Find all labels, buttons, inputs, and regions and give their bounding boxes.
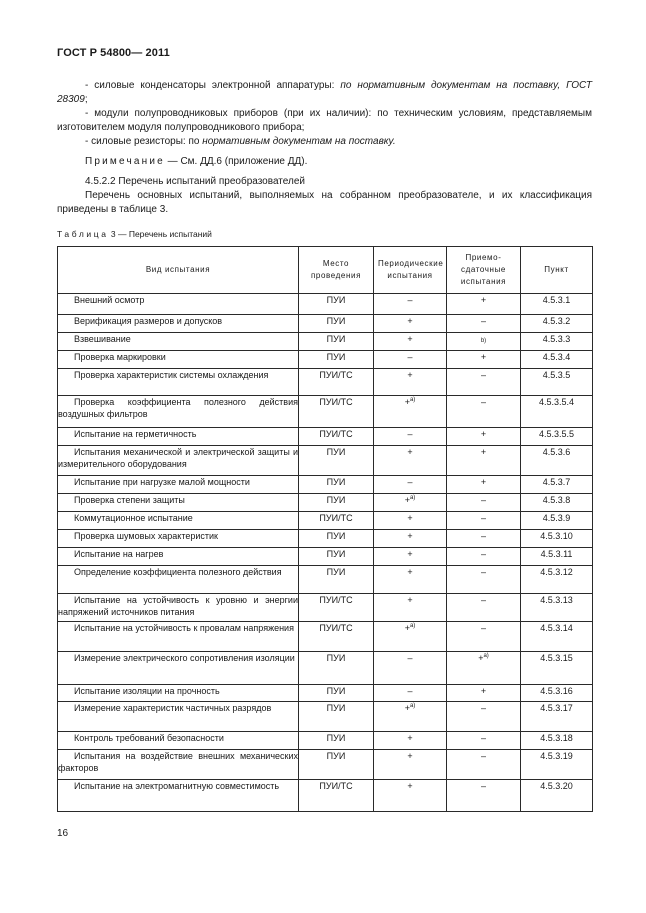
cell-clause: 4.5.3.5.4 bbox=[521, 396, 593, 428]
footnote-mark: a) bbox=[409, 623, 416, 629]
cell-acceptance: – bbox=[447, 594, 521, 622]
cell-periodic: + bbox=[374, 732, 447, 750]
cell-test-name: Испытание при нагрузке малой мощности bbox=[58, 476, 299, 494]
cell-periodic: – bbox=[374, 351, 447, 369]
header-clause: Пункт bbox=[521, 247, 593, 294]
cell-test-name: Взвешивание bbox=[58, 333, 299, 351]
cell-periodic: – bbox=[374, 652, 447, 685]
table-row bbox=[58, 530, 593, 548]
cell-clause: 4.5.3.11 bbox=[521, 548, 593, 566]
cell-place: ПУИ bbox=[299, 351, 374, 369]
cell-place: ПУИ bbox=[299, 566, 374, 594]
header-acceptance: Приемо-сдаточные испытания bbox=[447, 247, 521, 294]
cell-test-name: Внешний осмотр bbox=[58, 294, 299, 315]
cell-clause: 4.5.3.13 bbox=[521, 594, 593, 622]
cell-clause: 4.5.3.17 bbox=[521, 702, 593, 732]
cell-place: ПУИ/ТС bbox=[299, 396, 374, 428]
cell-acceptance: + bbox=[447, 446, 521, 476]
cell-acceptance: + bbox=[447, 351, 521, 369]
table-row bbox=[58, 622, 593, 652]
cell-periodic: – bbox=[374, 294, 447, 315]
cell-acceptance: + bbox=[447, 294, 521, 315]
cell-clause: 4.5.3.6 bbox=[521, 446, 593, 476]
cell-place: ПУИ/ТС bbox=[299, 622, 374, 652]
cell-clause: 4.5.3.9 bbox=[521, 512, 593, 530]
cell-place: ПУИ bbox=[299, 315, 374, 333]
note: Примечание — См. ДД.6 (приложение ДД). bbox=[85, 156, 308, 167]
body-text bbox=[57, 79, 592, 217]
cell-place: ПУИ/ТС bbox=[299, 594, 374, 622]
cell-clause: 4.5.3.16 bbox=[521, 685, 593, 702]
table-row bbox=[58, 315, 593, 333]
cell-clause: 4.5.3.1 bbox=[521, 294, 593, 315]
table-row bbox=[58, 512, 593, 530]
section-text: Перечень основных испытаний, выполняемых на собранном преобразователе, и их классификация приведены в таблице 3. bbox=[57, 190, 592, 215]
cell-periodic: + bbox=[374, 530, 447, 548]
cell-acceptance: – bbox=[447, 750, 521, 780]
cell-periodic: +$^{a)}$ bbox=[374, 396, 447, 428]
cell-test-name: Испытание на устойчивость к уровню и энергии напряжений источников питания bbox=[58, 594, 299, 622]
cell-clause: 4.5.3.10 bbox=[521, 530, 593, 548]
cell-clause: 4.5.3.2 bbox=[521, 315, 593, 333]
table-header-row bbox=[58, 247, 593, 294]
cell-acceptance: +$^{a)}$ bbox=[447, 652, 521, 685]
cell-periodic: + bbox=[374, 512, 447, 530]
cell-clause: 4.5.3.3 bbox=[521, 333, 593, 351]
cell-periodic: + bbox=[374, 369, 447, 396]
cell-periodic: + bbox=[374, 446, 447, 476]
table-row bbox=[58, 594, 593, 622]
cell-place: ПУИ bbox=[299, 652, 374, 685]
header-test-type: Вид испытания bbox=[58, 247, 299, 294]
section-title: 4.5.2.2 Перечень испытаний преобразователей bbox=[85, 176, 305, 187]
cell-clause: 4.5.3.5 bbox=[521, 369, 593, 396]
cell-place: ПУИ bbox=[299, 750, 374, 780]
cell-periodic: +$^{a)}$ bbox=[374, 702, 447, 732]
cell-clause: 4.5.3.19 bbox=[521, 750, 593, 780]
cell-test-name: Контроль требований безопасности bbox=[58, 732, 299, 750]
table-row bbox=[58, 566, 593, 594]
cell-clause: 4.5.3.15 bbox=[521, 652, 593, 685]
footnote-mark: a) bbox=[409, 703, 416, 709]
table-row bbox=[58, 732, 593, 750]
cell-place: ПУИ bbox=[299, 446, 374, 476]
cell-test-name: Проверка коэффициента полезного действия воздушных фильтров bbox=[58, 396, 299, 428]
cell-periodic: + bbox=[374, 780, 447, 812]
table-row bbox=[58, 333, 593, 351]
cell-periodic: – bbox=[374, 476, 447, 494]
cell-acceptance: – bbox=[447, 512, 521, 530]
cell-place: ПУИ bbox=[299, 333, 374, 351]
cell-periodic: + bbox=[374, 315, 447, 333]
cell-periodic: +$^{a)}$ bbox=[374, 622, 447, 652]
cell-test-name: Измерение характеристик частичных разрядов bbox=[58, 702, 299, 732]
table-row bbox=[58, 702, 593, 732]
cell-clause: 4.5.3.14 bbox=[521, 622, 593, 652]
table-row bbox=[58, 548, 593, 566]
table-row bbox=[58, 476, 593, 494]
cell-acceptance: b) bbox=[447, 333, 521, 351]
cell-acceptance: – bbox=[447, 369, 521, 396]
table-row bbox=[58, 494, 593, 512]
table-row bbox=[58, 685, 593, 702]
cell-clause: 4.5.3.4 bbox=[521, 351, 593, 369]
cell-place: ПУИ bbox=[299, 548, 374, 566]
cell-place: ПУИ bbox=[299, 732, 374, 750]
tests-table bbox=[57, 246, 593, 812]
cell-test-name: Испытание на устойчивость к провалам напряжения bbox=[58, 622, 299, 652]
cell-acceptance: – bbox=[447, 702, 521, 732]
cell-acceptance: + bbox=[447, 428, 521, 446]
cell-test-name: Определение коэффициента полезного действия bbox=[58, 566, 299, 594]
cell-test-name: Испытания механической и электрической защиты и измерительного оборудования bbox=[58, 446, 299, 476]
cell-test-name: Проверка характеристик системы охлаждения bbox=[58, 369, 299, 396]
table-row bbox=[58, 428, 593, 446]
cell-test-name: Испытание изоляции на прочность bbox=[58, 685, 299, 702]
cell-place: ПУИ/ТС bbox=[299, 428, 374, 446]
cell-test-name: Проверка маркировки bbox=[58, 351, 299, 369]
footnote-mark: a) bbox=[409, 397, 416, 403]
table-row bbox=[58, 750, 593, 780]
table-row bbox=[58, 446, 593, 476]
cell-clause: 4.5.3.5.5 bbox=[521, 428, 593, 446]
cell-test-name: Испытания на воздействие внешних механических факторов bbox=[58, 750, 299, 780]
cell-clause: 4.5.3.7 bbox=[521, 476, 593, 494]
cell-periodic: – bbox=[374, 428, 447, 446]
cell-periodic: +$^{a)}$ bbox=[374, 494, 447, 512]
table-caption: Таблица 3 — Перечень испытаний bbox=[57, 229, 212, 239]
header-periodic: Периодические испытания bbox=[374, 247, 447, 294]
cell-clause: 4.5.3.12 bbox=[521, 566, 593, 594]
cell-acceptance: – bbox=[447, 780, 521, 812]
page-number: 16 bbox=[57, 828, 69, 839]
cell-acceptance: – bbox=[447, 494, 521, 512]
cell-acceptance: + bbox=[447, 685, 521, 702]
header-place: Место проведения bbox=[299, 247, 374, 294]
cell-periodic: + bbox=[374, 548, 447, 566]
cell-acceptance: + bbox=[447, 476, 521, 494]
cell-place: ПУИ bbox=[299, 702, 374, 732]
item-resistors: - силовые резисторы: по нормативным документам на поставку. bbox=[85, 136, 396, 147]
table-row bbox=[58, 369, 593, 396]
cell-test-name: Проверка шумовых характеристик bbox=[58, 530, 299, 548]
cell-place: ПУИ bbox=[299, 494, 374, 512]
cell-test-name: Испытание на герметичность bbox=[58, 428, 299, 446]
cell-periodic: + bbox=[374, 594, 447, 622]
cell-place: ПУИ/ТС bbox=[299, 512, 374, 530]
table-row bbox=[58, 396, 593, 428]
cell-clause: 4.5.3.18 bbox=[521, 732, 593, 750]
cell-acceptance: – bbox=[447, 396, 521, 428]
cell-test-name: Проверка степени защиты bbox=[58, 494, 299, 512]
cell-test-name: Измерение электрического сопротивления изоляции bbox=[58, 652, 299, 685]
cell-acceptance: – bbox=[447, 548, 521, 566]
cell-place: ПУИ/ТС bbox=[299, 780, 374, 812]
cell-test-name: Верификация размеров и допусков bbox=[58, 315, 299, 333]
cell-acceptance: – bbox=[447, 566, 521, 594]
table-row bbox=[58, 652, 593, 685]
cell-place: ПУИ bbox=[299, 294, 374, 315]
cell-test-name: Испытание на нагрев bbox=[58, 548, 299, 566]
cell-clause: 4.5.3.20 bbox=[521, 780, 593, 812]
cell-periodic: + bbox=[374, 750, 447, 780]
item-capacitors: - силовые конденсаторы электронной аппаратуры: по нормативным документам на поставку, ГОСТ 28309; bbox=[57, 80, 592, 105]
standard-header: ГОСТ Р 54800— 2011 bbox=[57, 47, 170, 59]
cell-place: ПУИ bbox=[299, 476, 374, 494]
cell-periodic: – bbox=[374, 685, 447, 702]
cell-acceptance: – bbox=[447, 315, 521, 333]
cell-acceptance: – bbox=[447, 530, 521, 548]
cell-place: ПУИ bbox=[299, 685, 374, 702]
cell-test-name: Коммутационное испытание bbox=[58, 512, 299, 530]
cell-acceptance: – bbox=[447, 732, 521, 750]
footnote-mark: a) bbox=[409, 495, 416, 501]
table-row bbox=[58, 780, 593, 812]
item-semiconductor-modules: - модули полупроводниковых приборов (при их наличии): по техническим условиям, представляемым изготовителем модуля полупроводникового прибора; bbox=[57, 108, 592, 133]
cell-place: ПУИ bbox=[299, 530, 374, 548]
table-row bbox=[58, 294, 593, 315]
cell-acceptance: – bbox=[447, 622, 521, 652]
cell-periodic: + bbox=[374, 566, 447, 594]
table-row bbox=[58, 351, 593, 369]
cell-periodic: + bbox=[374, 333, 447, 351]
cell-clause: 4.5.3.8 bbox=[521, 494, 593, 512]
table-body bbox=[58, 294, 593, 812]
footnote-mark: a) bbox=[483, 653, 489, 659]
cell-place: ПУИ/ТС bbox=[299, 369, 374, 396]
cell-test-name: Испытание на электромагнитную совместимость bbox=[58, 780, 299, 812]
